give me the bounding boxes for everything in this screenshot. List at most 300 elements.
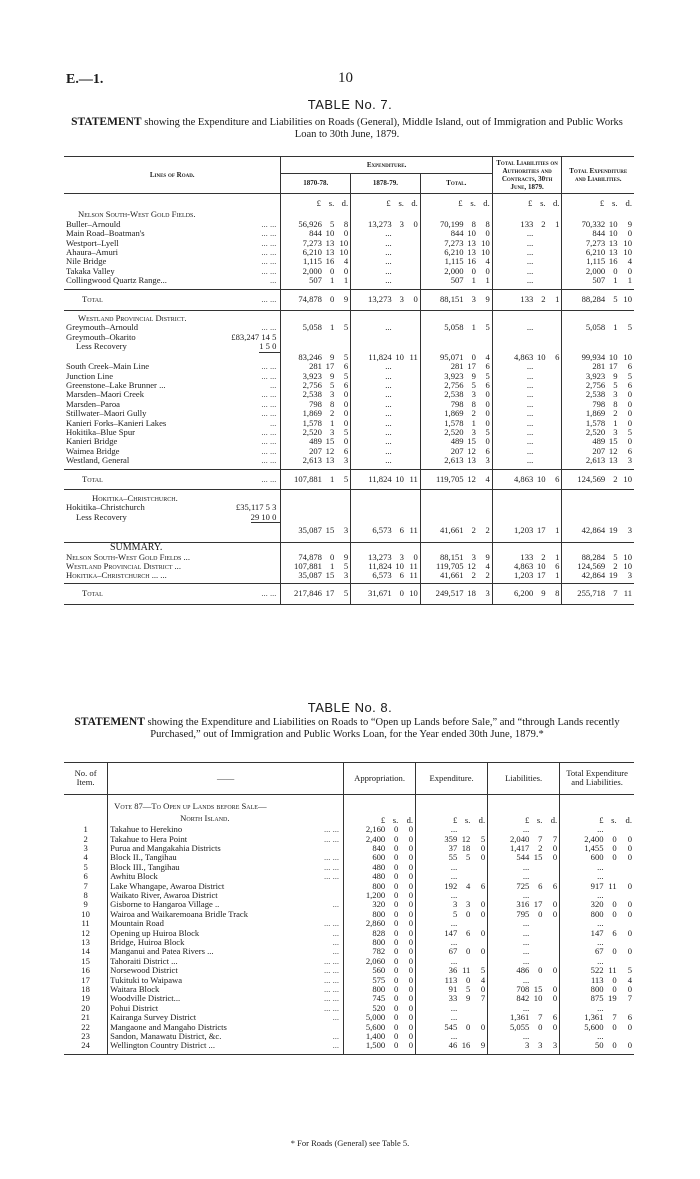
amount-cell [478, 543, 492, 553]
item-label [108, 1041, 344, 1054]
item-number: 17 [64, 976, 108, 985]
amount-cell: 55 [448, 852, 458, 863]
amount-cell: 0 [336, 419, 350, 428]
amount-cell: 2,756 [302, 379, 322, 390]
amount-cell [472, 872, 487, 881]
amount-cell: ... [385, 275, 392, 286]
amount-cell [478, 503, 492, 512]
amount-cell [548, 543, 562, 553]
amount-cell: 745 [372, 993, 386, 1004]
amount-cell: 10 [608, 228, 618, 239]
amount-cell: 3 [471, 389, 476, 400]
road-name: South Creek–Main Line [66, 361, 150, 372]
amount-cell: 35,087 [298, 570, 322, 581]
amount-cell: 10 [395, 560, 404, 571]
amount-cell: 0 [612, 974, 617, 985]
amount-cell [393, 229, 406, 238]
amount-cell [459, 802, 472, 811]
amount-cell: 0 [394, 880, 399, 891]
amount-cell: 0 [400, 844, 415, 853]
road-name: Collingwood Quartz Range... [66, 275, 167, 286]
amount-cell [548, 257, 562, 266]
amount-cell: 0 [400, 976, 415, 985]
amount-cell: 6 [627, 361, 632, 372]
amount-cell [393, 409, 406, 418]
unit-symbol: £ [380, 814, 386, 825]
item-number: 23 [64, 1032, 108, 1041]
amount-cell [531, 863, 544, 872]
amount-cell: 147 [590, 927, 604, 938]
road-name: Kanieri Forks–Kanieri Lakes [66, 417, 167, 428]
amount-cell: 2 [329, 408, 335, 419]
amount-cell: ... [522, 889, 530, 900]
amount-cell: 9 [329, 370, 335, 381]
amount-cell: 0 [538, 965, 543, 976]
item-number: 2 [64, 835, 108, 844]
amount-cell: 6 [478, 381, 492, 390]
amount-cell: 5 [613, 551, 618, 562]
amount-cell [406, 323, 420, 332]
amount-cell: 2,538 [444, 389, 464, 400]
amount-cell [534, 381, 547, 390]
amount-cell [534, 229, 547, 238]
vote-row [64, 802, 634, 811]
item-number: 14 [64, 947, 108, 956]
amount-cell: 9 [478, 553, 492, 562]
amount-cell [406, 257, 420, 266]
amount-cell: 800 [372, 937, 386, 947]
unit-symbol: s. [464, 814, 471, 825]
unit-symbol: £ [386, 198, 391, 208]
table8-statement-text: showing the Expenditure and Liabilities on Roads to “Open up Lands before Sale,” and “through Lands recently Purchased,” out of Immigration and Public Works Loan, for the Year ended 30th June, 1879.* [147, 717, 620, 740]
road-name: Block II., Tangihau [110, 852, 177, 863]
amount-cell: 2 [534, 290, 547, 310]
amount-cell [406, 494, 420, 503]
amount-cell: 217,846 [281, 584, 323, 604]
amount-cell: 11 [406, 353, 420, 362]
amount-cell [393, 314, 406, 323]
amount-cell: 10 [608, 351, 618, 362]
amount-cell [393, 543, 406, 553]
unit-symbol: d. [544, 812, 559, 825]
road-name: Stillwater–Maori Gully [66, 408, 147, 419]
amount-cell: 13 [608, 455, 618, 466]
leader-dots: ... ... [261, 265, 277, 276]
road-name: Kanieri Bridge [66, 436, 118, 447]
amount-cell: 1,361 [584, 1012, 604, 1023]
amount-cell [548, 419, 562, 428]
amount-cell: 0 [612, 899, 617, 910]
amount-cell: 798 [450, 398, 464, 409]
amount-cell [534, 494, 547, 503]
amount-cell [562, 494, 606, 503]
amount-cell: 795 [516, 908, 530, 919]
amount-cell: 1 [548, 571, 562, 580]
amount-cell: 249,517 [420, 584, 464, 604]
road-name: Greymouth–Okarito [66, 331, 136, 342]
amount-cell: 0 [393, 584, 406, 604]
section-title: Hokitika–Christchurch. [92, 492, 178, 503]
amount-cell: 147 [444, 927, 458, 938]
okarito-net-row [64, 353, 634, 362]
amount-cell: 15 [533, 852, 543, 863]
amount-cell [406, 390, 420, 399]
amount-cell: 0 [544, 966, 559, 975]
amount-cell: 88,151 [439, 551, 464, 562]
road-name: Woodville District... [110, 993, 181, 1004]
amount-cell [534, 248, 547, 257]
amount-cell: 0 [400, 1041, 415, 1054]
amount-cell: 0 [472, 947, 487, 956]
table7-statement-text: showing the Expenditure and Liabilities on Roads (General), Middle Island, out of Immigration and Public Works Loan to 30th June, 1879. [144, 117, 623, 140]
unit-symbol: d. [406, 194, 420, 209]
amount-cell [606, 494, 619, 503]
item-number: 4 [64, 853, 108, 862]
amount-cell [459, 1004, 472, 1013]
amount-cell: 3 [471, 551, 476, 562]
amount-cell: 489 [592, 436, 606, 447]
amount-cell: 46 [416, 1041, 460, 1054]
unit-symbol: s. [540, 198, 546, 208]
amount-cell: 0 [400, 985, 415, 994]
amount-cell: 800 [372, 908, 386, 919]
amount-cell: 9 [627, 218, 632, 229]
amount-cell: 0 [336, 267, 350, 276]
amount-cell: 5 [471, 379, 476, 390]
amount-cell: 0 [478, 390, 492, 399]
amount-cell [420, 513, 464, 523]
amount-cell: 6 [472, 882, 487, 891]
amount-cell [548, 513, 562, 523]
amount-cell: 10 [478, 239, 492, 248]
amount-cell [420, 494, 464, 503]
amount-cell: 12 [325, 445, 335, 456]
col-liabilities: Total Liabilities on Authorities and Contracts, 30th June, 1879. [492, 157, 562, 194]
leader-dots: ... ... [261, 228, 277, 239]
amount-cell: 0 [394, 842, 399, 853]
amount-cell: 5,058 [302, 322, 322, 333]
amount-cell: 99,934 [581, 351, 606, 362]
amount-cell: 0 [612, 833, 617, 844]
amount-cell [531, 947, 544, 956]
amount-cell: 6 [544, 1013, 559, 1022]
amount-cell: 0 [627, 408, 632, 419]
amount-cell: 0 [627, 852, 632, 863]
leader-dots: ... ... [261, 237, 277, 248]
amount-cell: 0 [406, 220, 420, 229]
amount-cell: 1 [548, 553, 562, 562]
amount-cell: 10 [623, 247, 632, 258]
amount-cell: 2,160 [365, 824, 386, 835]
amount-cell: 133 [520, 218, 534, 229]
amount-cell: 10 [336, 239, 350, 248]
unit-symbol: s. [392, 814, 399, 825]
road-name: Pohui District [110, 1002, 159, 1013]
amount-cell: 0 [471, 265, 476, 276]
amount-cell [344, 794, 388, 802]
amount-cell: 2,756 [444, 379, 464, 390]
amount-cell: 10 [478, 248, 492, 257]
amount-cell: 6 [336, 362, 350, 371]
amount-cell: 95,071 [439, 351, 464, 362]
amount-cell: ... [522, 974, 530, 985]
amount-cell [548, 437, 562, 446]
amount-cell: 11,824 [368, 560, 392, 571]
amount-cell [492, 333, 534, 342]
amount-cell: 10 [623, 351, 632, 362]
amount-cell: 3,923 [585, 370, 606, 381]
amount-cell: 1,869 [444, 408, 464, 419]
amount-cell [406, 372, 420, 381]
amount-cell [534, 276, 547, 285]
amount-cell [544, 794, 559, 802]
amount-cell [351, 543, 393, 553]
amount-cell: 3,923 [302, 370, 322, 381]
item-number: 5 [64, 863, 108, 872]
amount-cell [534, 503, 547, 512]
item-number: 13 [64, 938, 108, 947]
table-row [64, 428, 634, 437]
amount-cell: 113 [444, 974, 458, 985]
amount-cell: ... [597, 889, 604, 900]
leader-dots: ... [332, 899, 340, 910]
leader-dots: ... ... [261, 294, 277, 305]
amount-cell: 16 [325, 256, 335, 267]
leader-dots: ... ... [261, 218, 277, 229]
amount-cell: 119,705 [420, 470, 464, 490]
amount-cell: 11,824 [351, 470, 393, 490]
amount-cell [393, 447, 406, 456]
amount-cell: ... [450, 824, 458, 835]
item-number: 15 [64, 957, 108, 966]
amount-cell [534, 314, 547, 323]
amount-cell: 5 [627, 322, 632, 333]
amount-cell: 4 [478, 257, 492, 266]
amount-cell: 1 [471, 322, 476, 333]
amount-cell: 10 [536, 560, 546, 571]
amount-cell: 2,860 [365, 918, 386, 929]
amount-cell: 13 [325, 237, 335, 248]
amount-cell [323, 543, 336, 553]
amount-cell: 8 [329, 398, 335, 409]
amount-cell: 70,332 [581, 218, 606, 229]
amount-cell: 13,273 [368, 218, 392, 229]
amount-cell: 7 [538, 833, 543, 844]
amount-cell [548, 276, 562, 285]
amount-cell: ... [522, 937, 530, 947]
unit-symbol: £ [316, 198, 321, 208]
amount-cell: 2 [478, 571, 492, 580]
amount-cell: 0 [400, 1023, 415, 1032]
amount-cell [548, 456, 562, 465]
amount-cell: 7,273 [585, 237, 606, 248]
amount-cell: ... [385, 455, 392, 466]
amount-cell [406, 381, 420, 390]
item-number: 9 [64, 900, 108, 909]
amount-cell [393, 428, 406, 437]
amount-cell: 10 [534, 470, 547, 490]
amount-cell: 708 [516, 984, 530, 995]
amount-cell: 0 [612, 908, 617, 919]
amount-cell: 9 [472, 1041, 487, 1054]
item-number: 21 [64, 1013, 108, 1022]
leader-dots: ... ... [323, 861, 340, 872]
amount-cell: 0 [619, 1041, 634, 1054]
okarito-gross-row [64, 333, 634, 342]
leader-dots: ... ... [323, 955, 340, 966]
amount-cell [420, 543, 464, 553]
unit-symbol: s. [470, 198, 476, 208]
amount-cell: 13 [325, 247, 335, 258]
amount-cell: 2,613 [585, 455, 606, 466]
road-name: Wellington Country District ... [110, 1040, 215, 1051]
amount-cell: 3 [613, 389, 618, 400]
amount-cell [393, 267, 406, 276]
table-row [64, 456, 634, 465]
amount-cell: 281 [309, 361, 322, 372]
item-number: 11 [64, 919, 108, 928]
amount-cell: 10 [393, 470, 406, 490]
amount-cell: 0 [329, 551, 335, 562]
leader-dots: ... [269, 417, 277, 428]
amount-cell: 1 [613, 275, 618, 286]
table-row [64, 447, 634, 456]
amount-cell [406, 400, 420, 409]
amount-cell: 1,455 [584, 842, 604, 853]
amount-cell: 4 [627, 974, 632, 985]
item-number: 8 [64, 891, 108, 900]
amount-cell: 207 [450, 445, 464, 456]
amount-cell: 3 [488, 1041, 532, 1054]
amount-cell: ... [385, 361, 392, 372]
amount-cell: 1,203 [513, 525, 534, 536]
item-number: 19 [64, 994, 108, 1003]
leader-dots: ... ... [261, 389, 277, 400]
leader-dots: ... [332, 1012, 340, 1023]
amount-cell: 3 [478, 584, 492, 604]
amount-cell: 5 [478, 323, 492, 332]
amount-cell [420, 503, 464, 512]
amount-cell [534, 447, 547, 456]
item-number: 1 [64, 825, 108, 834]
leader-dots: ... [332, 927, 340, 938]
amount-cell: 4 [478, 353, 492, 362]
road-name: Greymouth–Arnould [66, 322, 139, 333]
units-label [64, 194, 281, 209]
amount-cell: 107,881 [294, 560, 322, 571]
unit-symbol: d. [625, 198, 632, 208]
amount-cell: 13 [325, 455, 335, 466]
amount-cell: 6 [627, 1012, 632, 1023]
amount-cell: 0 [400, 966, 415, 975]
units-label [108, 812, 344, 825]
amount-cell: 316 [516, 899, 530, 910]
road-name: Waitara Block [110, 984, 160, 995]
amount-cell: 8 [548, 584, 562, 604]
amount-cell [478, 494, 492, 503]
amount-cell: 2,000 [444, 265, 464, 276]
amount-cell: 5 [336, 428, 350, 437]
road-name: Total [82, 474, 103, 485]
road-name: Opening up Huiroa Block [110, 927, 200, 938]
gross-amount: £83,247 14 5 [231, 331, 277, 342]
amount-cell [492, 503, 534, 512]
leader-dots: ... ... [323, 852, 340, 863]
amount-cell: 8 [613, 398, 618, 409]
amount-cell: 0 [394, 993, 399, 1004]
amount-cell [492, 513, 534, 523]
amount-cell: 7 [606, 584, 619, 604]
amount-cell: 5 [336, 562, 350, 571]
section-title: Westland Provincial District. [78, 313, 187, 324]
amount-cell: ... [522, 1031, 530, 1042]
amount-cell: 9 [478, 290, 492, 310]
hc-gross-row [64, 503, 634, 512]
amount-cell: 6 [478, 362, 492, 371]
amount-cell: 1 [548, 523, 562, 538]
amount-cell: 18 [465, 584, 478, 604]
leader-dots: ... ... [323, 871, 340, 882]
amount-cell: ... [450, 937, 458, 947]
amount-cell: ... [522, 927, 530, 938]
leader-dots: ... ... [323, 1002, 340, 1013]
amount-cell [393, 257, 406, 266]
amount-cell: 6,210 [302, 247, 322, 258]
amount-cell: 3 [329, 389, 335, 400]
amount-cell: 3 [465, 290, 478, 310]
amount-cell: 575 [372, 974, 386, 985]
amount-cell: 917 [590, 880, 604, 891]
road-name: Westland Provincial District ... [66, 560, 181, 571]
unit-symbol: £ [599, 198, 605, 208]
table-row [64, 419, 634, 428]
amount-cell: ... [526, 237, 534, 248]
amount-cell: 9 [471, 370, 476, 381]
amount-cell [534, 456, 547, 465]
road-name: Marsden–Paroa [66, 398, 120, 409]
amount-cell: 2 [541, 551, 546, 562]
road-name: Mountain Road [110, 918, 164, 929]
item-label [108, 802, 344, 811]
amount-cell: 10 [406, 584, 420, 604]
amount-cell: 0 [400, 919, 415, 928]
amount-cell: 0 [471, 351, 476, 362]
amount-cell [544, 802, 559, 811]
row-label [64, 513, 281, 523]
amount-cell: 828 [372, 927, 386, 938]
amount-cell: 8 [336, 220, 350, 229]
road-name: Tukituki to Waipawa [110, 974, 183, 985]
amount-cell: 18 [461, 842, 471, 853]
amount-cell: 12 [465, 470, 478, 490]
amount-cell: 2 [541, 218, 546, 229]
amount-cell [406, 456, 420, 465]
amount-cell: 11 [406, 571, 420, 580]
amount-cell: 2 [471, 570, 476, 581]
amount-cell: 2,040 [509, 833, 530, 844]
amount-cell: 359 [444, 833, 458, 844]
page-number: 10 [338, 70, 353, 86]
amount-cell: 0 [329, 265, 335, 276]
amount-cell: 0 [400, 825, 415, 834]
amount-cell: 67 [594, 946, 604, 957]
amount-cell [606, 503, 619, 512]
amount-cell: ... [526, 361, 534, 372]
amount-cell [393, 239, 406, 248]
amount-cell: 5 [627, 370, 632, 381]
amount-cell: 0 [394, 974, 399, 985]
amount-cell: 800 [372, 984, 386, 995]
